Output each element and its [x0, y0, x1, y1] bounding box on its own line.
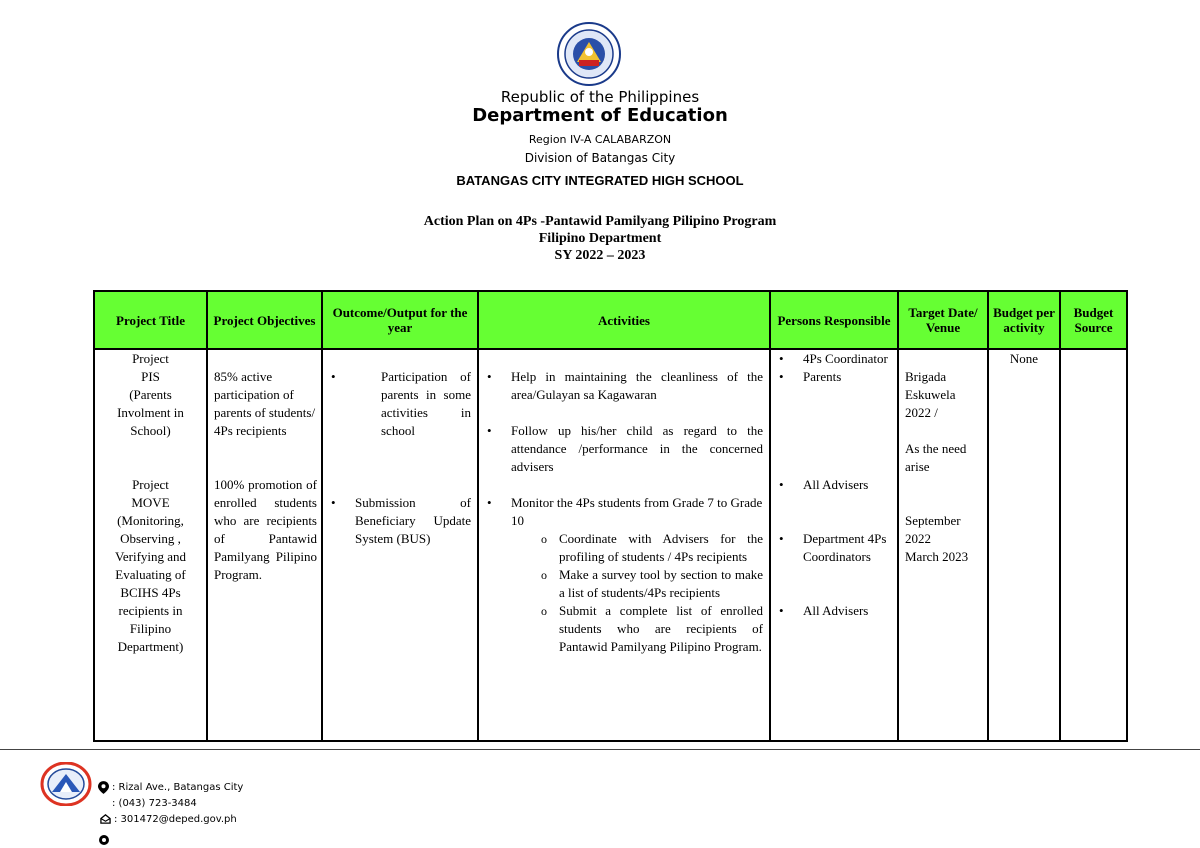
target-brigada: Brigada Eskuwela 2022 / [905, 369, 956, 420]
target-september: September 2022 [905, 513, 961, 546]
activity-cleanliness: • Help in maintaining the cleanliness of the area/Gulayan sa Kagawaran [479, 368, 763, 422]
plan-department: Filipino Department [538, 231, 662, 246]
cell-activities [478, 349, 770, 741]
sub-activity-submit: o Submit a complete list of enrolled students who are recipients of Pantawid Pamilyang Pilipino Program. [535, 602, 763, 656]
project-move-line: Filipino [129, 621, 172, 636]
project-move-line: MOVE [131, 495, 170, 510]
col-header-budget: Budget per activity [988, 291, 1060, 349]
table-header-row [94, 291, 1127, 349]
project-move-line: Observing , [120, 531, 181, 546]
school-logo-icon [40, 762, 92, 806]
col-header-project-title: Project Title [94, 291, 207, 349]
project-move-line: Department) [117, 639, 184, 654]
project-pis-line: Project [132, 351, 169, 366]
project-move-line: Verifying and [114, 549, 187, 564]
action-plan-table [93, 290, 1128, 742]
outcome-pis: • Participation of parents in some activities in school [323, 368, 477, 494]
division-heading: Division of Batangas City [524, 151, 676, 165]
map-pin-icon [98, 781, 109, 794]
objective-pis: 85% active participation of parents of students/ 4Ps recipients [214, 369, 316, 438]
project-pis-line: School) [130, 423, 171, 438]
project-move-line: Project [132, 477, 169, 492]
footer-email: : 301472@deped.gov.ph [114, 814, 237, 825]
school-heading: BATANGAS CITY INTEGRATED HIGH SCHOOL [456, 173, 744, 188]
project-pis-line: PIS [141, 369, 160, 384]
person-all-advisers-2: • All Advisers [771, 602, 891, 620]
project-move-line: recipients in [118, 603, 183, 618]
target-need-arise: As the need arise [905, 441, 967, 474]
person-parents: • Parents [771, 368, 891, 476]
col-header-budget-source: Budget Source [1060, 291, 1127, 349]
col-header-project-objectives: Project Objectives [207, 291, 322, 349]
department-heading: Department of Education [472, 105, 728, 126]
plan-school-year: SY 2022 – 2023 [554, 248, 646, 263]
cell-budget-source [1060, 349, 1127, 741]
table-row [94, 349, 1127, 741]
project-move-line: BCIHS 4Ps [120, 585, 181, 600]
footer-address: : Rizal Ave., Batangas City [112, 782, 244, 793]
project-move-line: (Monitoring, [117, 513, 184, 528]
sub-activity-survey: o Make a survey tool by section to make a list of students/4Ps recipients [535, 566, 763, 602]
plan-title: Action Plan on 4Ps -Pantawid Pamilyang Pilipino Program [423, 214, 777, 229]
cell-target-date [898, 349, 988, 741]
col-header-outcome: Outcome/Output for the year [322, 291, 478, 349]
outcome-move: • Submission of Beneficiary Update System (BUS) [323, 494, 477, 548]
project-pis-line: (Parents [129, 387, 172, 402]
republic-heading: Republic of the Philippines [500, 88, 700, 106]
sub-activity-coordinate: o Coordinate with Advisers for the profiling of students / 4Ps recipients [535, 530, 763, 566]
col-header-target-date: Target Date/ Venue [898, 291, 988, 349]
col-header-persons: Persons Responsible [770, 291, 898, 349]
footer-divider [0, 749, 1200, 750]
col-header-activities: Activities [478, 291, 770, 349]
cell-persons [770, 349, 898, 741]
cell-objectives [207, 349, 322, 741]
cell-budget [988, 349, 1060, 741]
project-pis-line: Involment in [117, 405, 184, 420]
person-all-advisers: • All Advisers [771, 476, 891, 530]
activity-follow-up: • Follow up his/her child as regard to the attendance /performance in the concerned advisers [479, 422, 763, 494]
budget-value: None [1009, 351, 1039, 366]
deped-seal-icon [557, 22, 621, 86]
activity-monitor: • Monitor the 4Ps students from Grade 7 to Grade 10 [479, 494, 763, 530]
objective-move: 100% promotion of enrolled students who are recipients of Pantawid Pamilyang Pilipino Program. [214, 477, 317, 582]
project-move-line: Evaluating of [115, 567, 186, 582]
cell-project-title [94, 349, 207, 741]
target-march: March 2023 [905, 549, 969, 564]
email-icon [100, 813, 111, 824]
region-heading: Region IV-A CALABARZON [528, 133, 672, 145]
facebook-icon [99, 835, 109, 845]
person-4ps-coordinator: • 4Ps Coordinator [771, 350, 891, 368]
cell-outcome [322, 349, 478, 741]
footer-phone: : (043) 723-3484 [112, 798, 197, 809]
person-department-coordinators: • Department 4Ps Coordinators [771, 530, 891, 602]
